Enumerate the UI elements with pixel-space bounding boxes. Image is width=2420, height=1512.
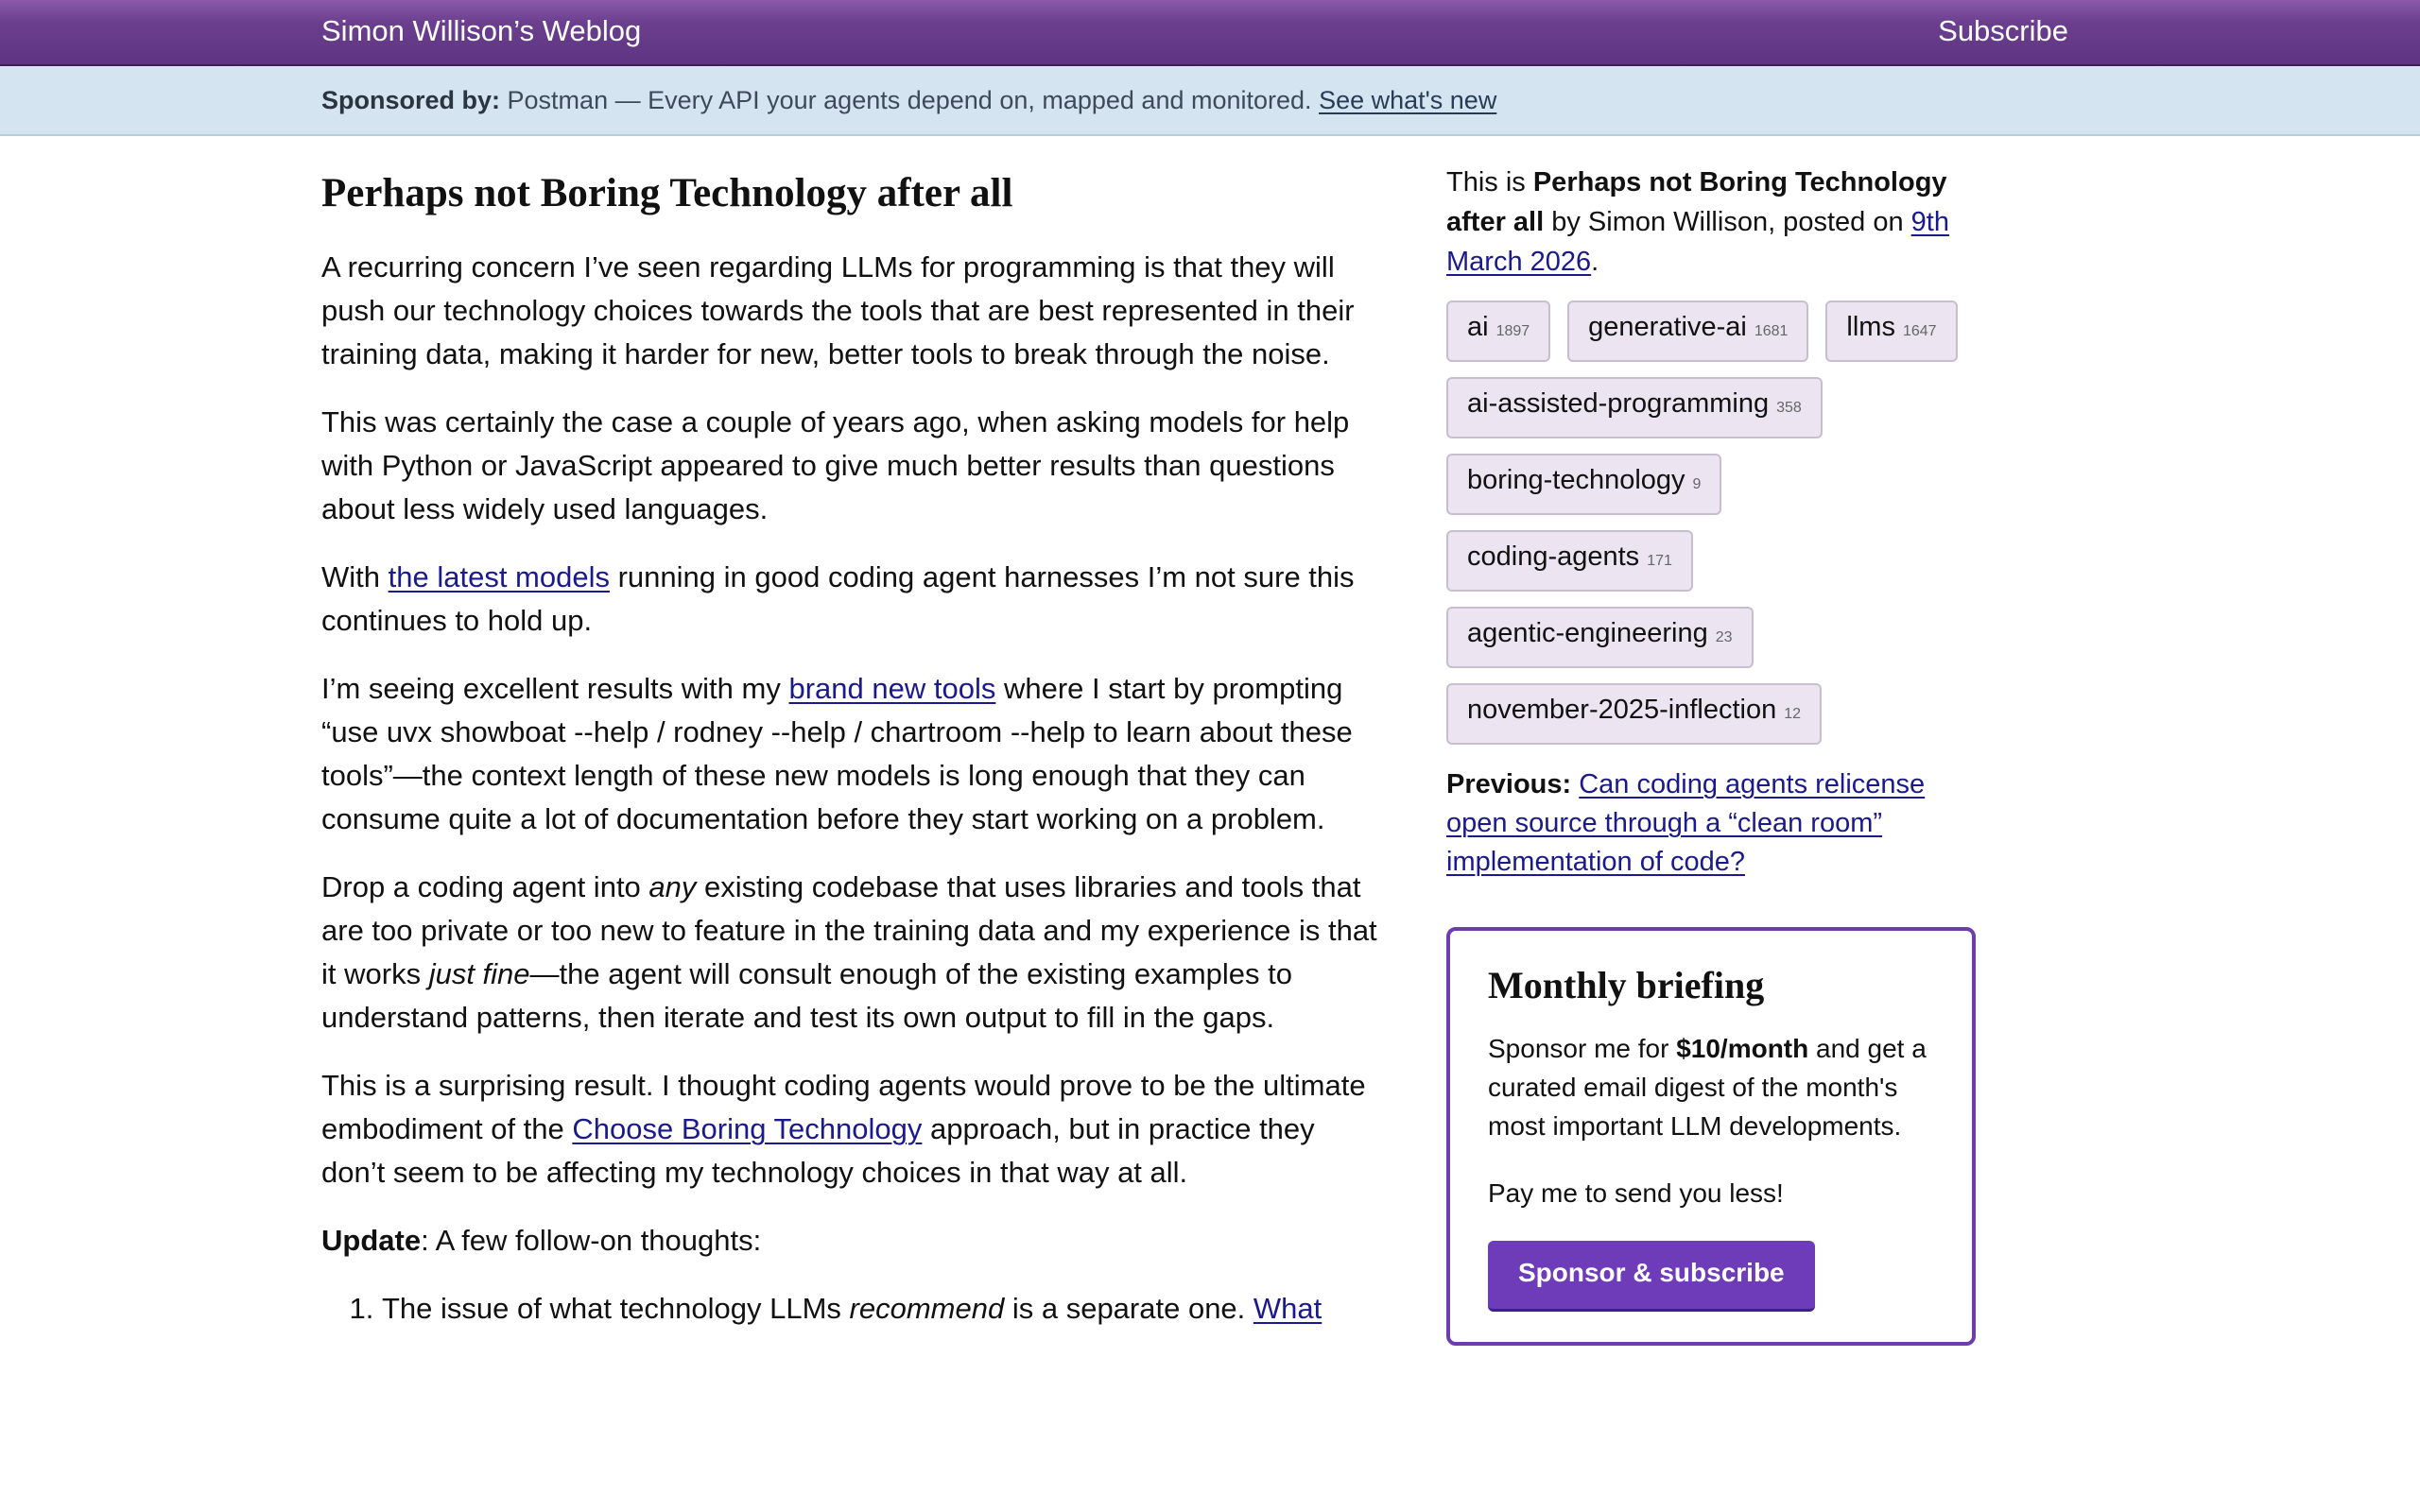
briefing-price: $10/month	[1676, 1034, 1809, 1063]
briefing-text-a: Sponsor me for	[1488, 1034, 1677, 1063]
post-date-link[interactable]: 9th March 2026	[1446, 207, 1949, 277]
sponsor-subscribe-button[interactable]: Sponsor & subscribe	[1488, 1241, 1815, 1312]
sponsor-bar	[0, 66, 2420, 136]
what-link[interactable]: What	[1253, 1292, 1322, 1325]
paragraph-5-text-b: existing codebase that uses libraries and tools that are too private or too new to feature in the training data and my experience is that it works	[321, 870, 1377, 990]
list-item-text-a: The issue of what technology LLMs	[382, 1292, 850, 1325]
tag-agentic-engineering[interactable]	[1446, 607, 1754, 668]
meta-suffix: .	[1591, 247, 1599, 277]
tag-list	[1446, 301, 1976, 745]
tag-label: generative-ai	[1588, 312, 1747, 342]
meta-prefix: This is	[1446, 167, 1533, 198]
tag-label: agentic-engineering	[1467, 618, 1708, 648]
tag-boring-technology[interactable]	[1446, 454, 1721, 515]
tag-generative-ai[interactable]	[1567, 301, 1808, 362]
tag-coding-agents[interactable]	[1446, 530, 1693, 592]
sponsor-link[interactable]: See what's new	[1319, 86, 1497, 114]
sponsor-text	[321, 86, 1496, 115]
paragraph-5-text-c: —the agent will consult enough of the existing examples to understand patterns, then iterate and test its own output to fill in the gaps.	[321, 957, 1293, 1034]
tag-count: 1647	[1902, 323, 1937, 339]
paragraph-4-text: I’m seeing excellent results with my	[321, 672, 789, 705]
brand-new-tools-link[interactable]: brand new tools	[788, 672, 996, 705]
tag-label: ai	[1467, 312, 1489, 342]
paragraph-5-text-a: Drop a coding agent into	[321, 870, 649, 903]
emphasis-just-fine: just fine	[428, 957, 530, 990]
tag-ai-assisted-programming[interactable]	[1446, 377, 1823, 438]
briefing-title: Monthly briefing	[1488, 964, 1765, 1006]
tag-count: 23	[1715, 629, 1733, 645]
tag-november-2025-inflection[interactable]	[1446, 683, 1822, 745]
meta-middle: by Simon Willison, posted on	[1544, 207, 1911, 237]
tag-count: 358	[1776, 400, 1802, 416]
post-meta	[1446, 163, 1976, 282]
tag-label: november-2025-inflection	[1467, 695, 1777, 725]
previous-post	[1446, 765, 1976, 882]
tag-count: 1897	[1495, 323, 1530, 339]
previous-label: Previous:	[1446, 769, 1572, 799]
post-title: Perhaps not Boring Technology after all	[321, 171, 1013, 215]
paragraph-6-text-end: approach, but in practice they don’t seem to be affecting my technology choices in that way at all.	[321, 1112, 1315, 1189]
monthly-briefing-box	[1446, 927, 1976, 1346]
tag-count: 12	[1784, 706, 1802, 722]
choose-boring-technology-link[interactable]: Choose Boring Technology	[572, 1112, 923, 1145]
emphasis-recommend: recommend	[849, 1292, 1005, 1325]
paragraph-3	[321, 556, 1380, 643]
sponsor-message: Postman — Every API your agents depend on, mapped and monitored.	[507, 86, 1312, 114]
tag-ai[interactable]	[1446, 301, 1550, 362]
tag-label: boring-technology	[1467, 465, 1685, 495]
article	[321, 164, 1380, 1331]
list-item	[382, 1287, 1380, 1331]
update-text: : A few follow-on thoughts:	[421, 1224, 762, 1257]
list-item-text-b: is a separate one.	[1004, 1292, 1253, 1325]
latest-models-link[interactable]: the latest models	[388, 560, 610, 593]
paragraph-3-text-end: running in good coding agent harnesses I’m not sure this continues to hold up.	[321, 560, 1355, 637]
paragraph-6	[321, 1064, 1380, 1194]
update-paragraph	[321, 1219, 1380, 1263]
sponsor-prefix: Sponsored by:	[321, 86, 501, 114]
briefing-text-b: and get a curated email digest of the month's most important LLM developments.	[1488, 1034, 1927, 1141]
tag-llms[interactable]	[1825, 301, 1957, 362]
emphasis-any: any	[648, 870, 697, 903]
paragraph-3-text: With	[321, 560, 389, 593]
previous-post-link[interactable]: Can coding agents relicense open source through a “clean room” implementation of code?	[1446, 769, 1926, 877]
tag-count: 171	[1647, 553, 1672, 569]
paragraph-4	[321, 667, 1380, 841]
site-header	[0, 0, 2420, 66]
tag-count: 1681	[1754, 323, 1789, 339]
meta-title: Perhaps not Boring Technology after all	[1446, 167, 1947, 237]
briefing-description	[1488, 1029, 1934, 1145]
paragraph-1: A recurring concern I’ve seen regarding LLMs for programming is that they will push our technology choices towards the tools that are best represented in their training data, making it harder for new, better tools to break through the noise.	[321, 250, 1355, 370]
paragraph-5	[321, 866, 1380, 1040]
paragraph-4-text-end: where I start by prompting “use uvx showboat --help / rodney --help / chartroom --help to learn about these tools”—the context length of these new models is long enough that they can consume quite a lot of documentation before they start working on a problem.	[321, 672, 1353, 835]
site-title-link[interactable]: Simon Willison’s Weblog	[321, 14, 642, 47]
tag-count: 9	[1692, 476, 1702, 492]
update-label: Update	[321, 1224, 422, 1257]
tag-label: coding-agents	[1467, 541, 1640, 572]
subscribe-link[interactable]: Subscribe	[1938, 14, 2068, 47]
sidebar	[1446, 163, 1976, 1346]
paragraph-6-text: This is a surprising result. I thought coding agents would prove to be the ultimate embodiment of the	[321, 1069, 1366, 1145]
briefing-tagline: Pay me to send you less!	[1488, 1178, 1784, 1208]
tag-label: llms	[1846, 312, 1895, 342]
follow-on-list	[321, 1287, 1380, 1331]
tag-label: ai-assisted-programming	[1467, 388, 1770, 419]
paragraph-2: This was certainly the case a couple of years ago, when asking models for help with Python or JavaScript appeared to give much better results than questions about less widely used languages.	[321, 405, 1350, 525]
